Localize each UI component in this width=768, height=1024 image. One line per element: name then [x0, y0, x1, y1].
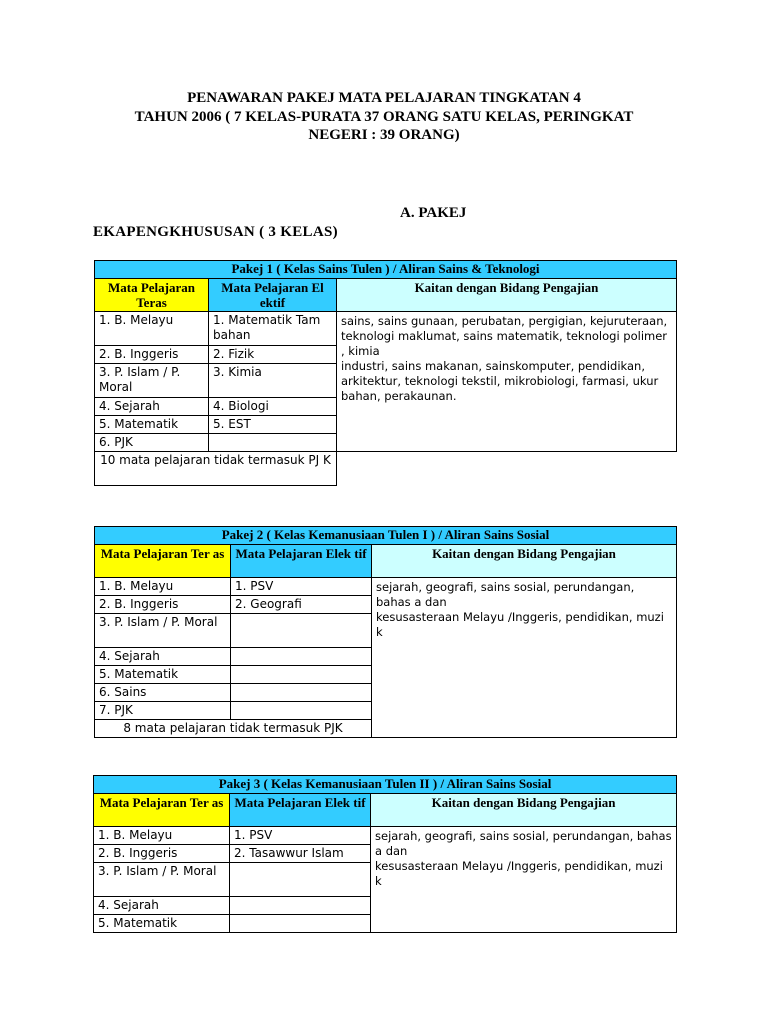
package-2-elektif-2: 2. Geografi	[231, 596, 372, 614]
package-3-teras-2: 2. B. Inggeris	[94, 845, 230, 863]
package-1-note: 10 mata pelajaran tidak termasuk PJ K	[95, 452, 337, 486]
title-line-3: NEGERI : 39 ORANG)	[308, 127, 460, 143]
package-2-elektif-4	[231, 648, 372, 666]
package-3-elektif-2: 2. Tasawwur Islam	[230, 845, 371, 863]
package-1-elektif-6	[209, 434, 337, 452]
package-1-header: Pakej 1 ( Kelas Sains Tulen ) / Aliran Sains & Teknologi	[95, 261, 677, 279]
package-1-col-teras: Mata Pelajaran Teras	[95, 279, 209, 312]
package-1-elektif-2: 2. Fizik	[209, 346, 337, 364]
package-1-col-kaitan: Kaitan dengan Bidang Pengajian	[337, 279, 677, 312]
package-3-elektif-4	[230, 897, 371, 915]
package-2-header: Pakej 2 ( Kelas Kemanusiaan Tulen I ) / Aliran Sains Sosial	[95, 527, 677, 545]
package-2-elektif-1: 1. PSV	[231, 578, 372, 596]
package-3-teras-1: 1. B. Melayu	[94, 827, 230, 845]
package-1-teras-3: 3. P. Islam / P. Moral	[95, 364, 209, 398]
section-heading-b: EKAPENGKHUSUSAN ( 3 KELAS)	[93, 224, 338, 240]
document-title	[0, 89, 768, 145]
package-1-kaitan-line-2: industri, sains makanan, sainskomputer, pendidikan, arkitektur, teknologi tekstil, mikrobiologi, farmasi, ukur bahan, perakaunan.	[341, 359, 659, 403]
package-2-teras-4: 4. Sejarah	[95, 648, 231, 666]
package-2-elektif-3	[231, 614, 372, 648]
package-2-elektif-6	[231, 684, 372, 702]
package-2-teras-6: 6. Sains	[95, 684, 231, 702]
package-2-elektif-5	[231, 666, 372, 684]
package-1-teras-1: 1. B. Melayu	[95, 312, 209, 346]
package-3-kaitan-line-2: kesusasteraan Melayu /Inggeris, pendidikan, muzi k	[375, 859, 663, 888]
package-1-elektif-1: 1. Matematik Tam bahan	[209, 312, 337, 346]
title-line-1: PENAWARAN PAKEJ MATA PELAJARAN TINGKATAN 4	[187, 90, 581, 106]
package-1-teras-2: 2. B. Inggeris	[95, 346, 209, 364]
package-2-teras-3: 3. P. Islam / P. Moral	[95, 614, 231, 648]
package-3-kaitan-line-1: sejarah, geografi, sains sosial, perundangan, bahas a dan	[375, 829, 672, 858]
package-1-kaitan-line-1: sains, sains gunaan, perubatan, pergigian, kejuruteraan, teknologi maklumat, sains matematik, teknologi polimer , kimia	[341, 314, 668, 358]
package-2-table	[94, 526, 677, 738]
title-line-2: TAHUN 2006 ( 7 KELAS-PURATA 37 ORANG SATU KELAS, PERINGKAT	[134, 108, 634, 125]
package-3-col-teras: Mata Pelajaran Ter as	[94, 794, 230, 827]
package-3-table	[93, 775, 677, 933]
package-2-teras-2: 2. B. Inggeris	[95, 596, 231, 614]
package-2-kaitan-line-2: kesusasteraan Melayu /Inggeris, pendidikan, muzi k	[376, 610, 664, 639]
package-2-teras-5: 5. Matematik	[95, 666, 231, 684]
package-3-kaitan	[371, 827, 677, 933]
package-3-teras-5: 5. Matematik	[94, 915, 230, 933]
package-2-kaitan-line-1: sejarah, geografi, sains sosial, perundangan, bahas a dan	[376, 580, 635, 609]
package-2-col-elektif: Mata Pelajaran Elek tif	[231, 545, 372, 578]
package-2-teras-1: 1. B. Melayu	[95, 578, 231, 596]
package-2-kaitan	[372, 578, 677, 738]
package-3-elektif-3	[230, 863, 371, 897]
package-3-teras-4: 4. Sejarah	[94, 897, 230, 915]
package-1-teras-6: 6. PJK	[95, 434, 209, 452]
package-3-elektif-1: 1. PSV	[230, 827, 371, 845]
package-1-col-elektif: Mata Pelajaran El ektif	[209, 279, 337, 312]
package-3-col-elektif: Mata Pelajaran Elek tif	[230, 794, 371, 827]
package-1-table	[94, 260, 677, 486]
package-3-elektif-5	[230, 915, 371, 933]
package-2-teras-7: 7. PJK	[95, 702, 231, 720]
package-1-teras-5: 5. Matematik	[95, 416, 209, 434]
package-2-col-teras: Mata Pelajaran Ter as	[95, 545, 231, 578]
section-heading-a: A. PAKEJ	[400, 205, 467, 221]
package-1-kaitan	[337, 312, 677, 452]
package-1-teras-4: 4. Sejarah	[95, 398, 209, 416]
package-1-elektif-3: 3. Kimia	[209, 364, 337, 398]
package-3-col-kaitan: Kaitan dengan Bidang Pengajian	[371, 794, 677, 827]
package-1-elektif-4: 4. Biologi	[209, 398, 337, 416]
package-2-elektif-7	[231, 702, 372, 720]
package-1-elektif-5: 5. EST	[209, 416, 337, 434]
package-2-note: 8 mata pelajaran tidak termasuk PJK	[95, 720, 372, 738]
package-2-col-kaitan: Kaitan dengan Bidang Pengajian	[372, 545, 677, 578]
package-3-header: Pakej 3 ( Kelas Kemanusiaan Tulen II ) / Aliran Sains Sosial	[94, 776, 677, 794]
package-3-teras-3: 3. P. Islam / P. Moral	[94, 863, 230, 897]
